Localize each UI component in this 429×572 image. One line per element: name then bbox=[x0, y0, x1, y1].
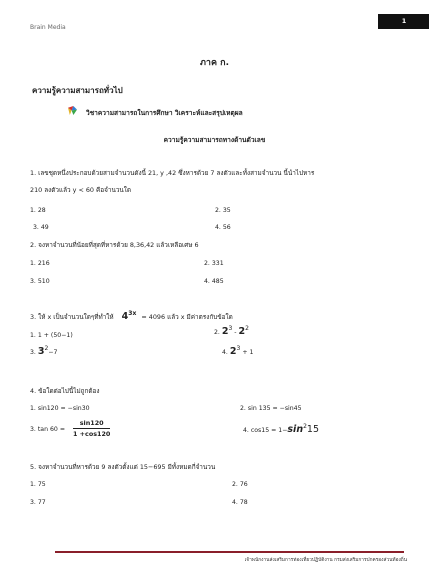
section-title: ความรู้ความสามารถทั่วไป bbox=[32, 86, 123, 95]
q4-o4-fn: sin bbox=[287, 424, 304, 435]
q3-o4-base: 2 bbox=[229, 346, 237, 357]
page-number-badge: 1 bbox=[378, 14, 429, 29]
q1-option-1: 1. 28 bbox=[30, 207, 46, 214]
q1-option-2: 2. 35 bbox=[215, 207, 231, 214]
q3-prefix: 3. ให้ x เป็นจำนวนใดๆที่ทำให้ bbox=[30, 313, 114, 321]
q3-o3-prefix: 3. bbox=[30, 349, 38, 356]
q4-o3-prefix: 3. tan 60 = bbox=[30, 425, 66, 433]
question-4-line1: 4. ข้อใดต่อไปนี้ไม่ถูกต้อง bbox=[30, 387, 100, 395]
q5-option-1: 1. 75 bbox=[30, 481, 46, 488]
header-brand: Brain Media bbox=[30, 24, 66, 31]
q4-o3-denominator: 1 +cos120 bbox=[73, 430, 111, 438]
q5-option-4: 4. 78 bbox=[232, 499, 248, 506]
q3-o4-suffix: + 1 bbox=[242, 349, 254, 356]
q3-option-4 bbox=[222, 346, 253, 357]
part-title: ภาค ก. bbox=[199, 58, 229, 68]
question-3-line1 bbox=[30, 309, 233, 325]
q4-o3-numerator: sin120 bbox=[73, 419, 110, 429]
question-1-line2: 210 ลงตัวแล้ว y < 60 คือจำนวนใด bbox=[30, 186, 132, 194]
q3-option-1: 1. 1 + (50−1) bbox=[30, 332, 73, 339]
q5-option-3: 3. 77 bbox=[30, 499, 46, 506]
q4-o4-arg: 15 bbox=[306, 424, 320, 435]
footer-text: เจ้าพนักงานส่งเสริมการท่องเที่ยวปฏิบัติงาน กรมส่งเสริมการปกครองส่วนท้องถิ่น bbox=[244, 558, 407, 563]
q3-o3-exp: 2 bbox=[44, 345, 49, 352]
q3-power-base: 4 bbox=[121, 311, 129, 322]
colorful-pointer-icon bbox=[68, 106, 77, 115]
q5-option-2: 2. 76 bbox=[232, 481, 248, 488]
question-1-line1: 1. เลขชุดหนึ่งประกอบด้วยสามจำนวนดังนี้ 21, y ,42 ซึ่งหารด้วย 7 ลงตัวและทั้งสามจำนวน นี้นำไปหาร bbox=[30, 169, 315, 177]
q3-o2-a-exp: 3 bbox=[228, 325, 233, 332]
q3-o4-exp: 3 bbox=[236, 345, 241, 352]
q4-o4-exp: 2 bbox=[303, 423, 307, 430]
question-5-line1: 5. จงหาจำนวนที่หารด้วย 9 ลงตัวตั้งแต่ 15−695 มีทั้งหมดกี่จำนวน bbox=[30, 463, 216, 471]
q4-option-4 bbox=[243, 424, 319, 435]
q3-o2-a-base: 2 bbox=[221, 326, 229, 337]
q1-option-4: 4. 56 bbox=[215, 224, 231, 231]
q3-o2-prefix: 2. bbox=[214, 329, 222, 336]
q3-option-3 bbox=[30, 346, 57, 357]
q2-option-2: 2. 331 bbox=[204, 260, 224, 267]
q2-option-3: 3. 510 bbox=[30, 278, 50, 285]
q3-o4-prefix: 4. bbox=[222, 349, 230, 356]
q3-o2-mid: - bbox=[232, 329, 239, 336]
q3-o3-suffix: −7 bbox=[48, 349, 58, 356]
q3-o2-b-base: 2 bbox=[238, 326, 246, 337]
q3-option-2 bbox=[214, 326, 249, 337]
q3-o2-b-exp: 2 bbox=[245, 325, 249, 332]
q3-power-exp: 3x bbox=[128, 310, 137, 317]
q4-option-1: 1. sin120 = −sin30 bbox=[30, 405, 90, 412]
topic-heading: ความรู้ความสามารถทางด้านตัวเลข bbox=[163, 136, 266, 144]
q2-option-4: 4. 485 bbox=[204, 278, 224, 285]
q2-option-1: 1. 216 bbox=[30, 260, 50, 267]
footer-divider bbox=[55, 551, 404, 553]
q4-option-2: 2. sin 135 = −sin45 bbox=[240, 405, 302, 412]
q3-o3-base: 3 bbox=[37, 346, 45, 357]
q3-suffix: = 4096 แล้ว x มีค่าตรงกับข้อใด bbox=[141, 313, 233, 321]
subject-heading: วิชาความสามารถในการศึกษา วิเคราะห์และสรุปเหตุผล bbox=[86, 109, 243, 117]
question-2-line1: 2. จงหาจำนวนที่น้อยที่สุดที่หารด้วย 8,36,42 แล้วเหลือเศษ 6 bbox=[30, 241, 199, 249]
q4-o4-prefix: 4. cos15 = 1− bbox=[243, 427, 288, 434]
q4-o3-fraction bbox=[73, 419, 110, 438]
q4-option-3 bbox=[30, 419, 110, 438]
q1-option-3: 3. 49 bbox=[33, 224, 49, 231]
